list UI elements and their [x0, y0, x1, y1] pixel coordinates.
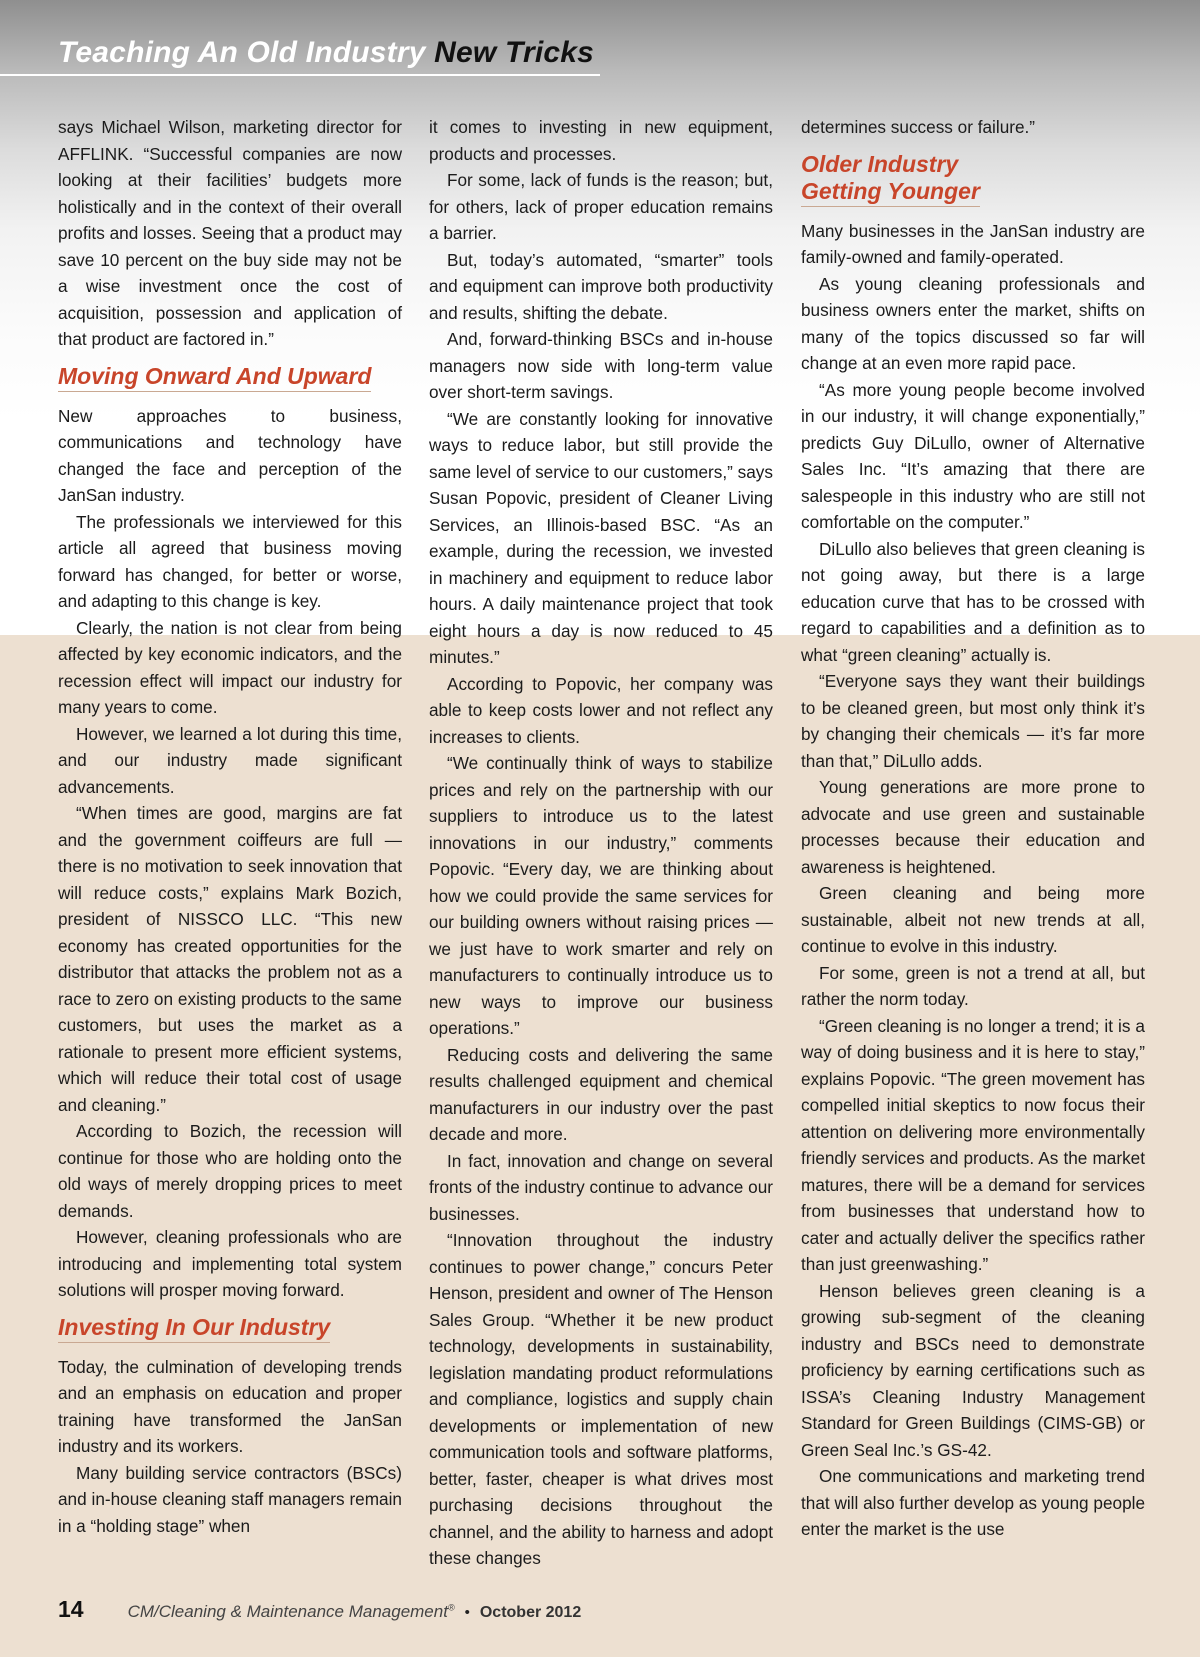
body-paragraph: says Michael Wilson, marketing director for AFFLINK. “Successful companies are now looking at their facilities’ budgets more holistically and in the context of their overall profits and losses. Seeing that a product may save 10 percent on the buy side may not be a wise investment once the cost of acquisition, possession and application of that product are factored in.” [58, 117, 402, 349]
section-heading [801, 151, 980, 207]
body-paragraph: Many building service contractors (BSCs) and in-house cleaning staff managers remain in a “holding stage” when [58, 1462, 402, 1536]
body-paragraph: As young cleaning professionals and business owners enter the market, shifts on many of the topics discussed so far will change at an even more rapid pace. [801, 273, 1145, 373]
section-heading [58, 363, 371, 392]
publication-title: CM/Cleaning & Maintenance Management [127, 1602, 448, 1621]
body-paragraph: The professionals we interviewed for this article all agreed that business moving forward has changed, for better or worse, and adapting to this change is key. [58, 511, 402, 611]
page-title [58, 36, 594, 70]
body-paragraph: One communications and marketing trend that will also further develop as young people enter the market is the use [801, 1466, 1145, 1539]
footer-bullet: • [464, 1604, 470, 1621]
body-paragraph: “As more young people become involved in our industry, it will change exponentially,” predicts Guy DiLullo, owner of Alternative Sales Inc. “It’s amazing that there are salespeople in this industry who are still not comfortable on the computer.” [801, 379, 1145, 532]
body-paragraph: DiLullo also believes that green cleaning is not going away, but there is a large education curve that has to be crossed with regard to capabilities and a definition as to what “green cleaning” actually is. [801, 538, 1145, 665]
body-paragraph: However, we learned a lot during this time, and our industry made significant advancements. [58, 723, 402, 797]
body-paragraph: Henson believes green cleaning is a growing sub-segment of the cleaning industry and BSCs need to demonstrate proficiency by earning certifications such as ISSA’s Cleaning Industry Management Standard for Green Buildings (CIMS-GB) or Green Seal Inc.’s GS-42. [801, 1280, 1145, 1460]
body-paragraph: “Innovation throughout the industry continues to power change,” concurs Peter Henson, president and owner of The Henson Sales Group. “Whether it be new product technology, developments in sustainability, legislation mandating product reformulations and compliance, logistics and supply chain developments or implementation of new communication tools and software platforms, better, faster, cheaper is what drives most purchasing decisions throughout the channel, and the ability to harness and adopt these changes [429, 1230, 773, 1568]
body-paragraph: But, today’s automated, “smarter” tools and equipment can improve both productivity and results, shifting the debate. [429, 249, 773, 323]
body-paragraph: “We are constantly looking for innovative ways to reduce labor, but still provide the same level of service to our customers,” says Susan Popovic, president of Cleaner Living Services, an Illinois-based BSC. “As an example, during the recession, we invested in machinery and equipment to reduce labor hours. A daily maintenance project that took eight hours a day is now reduced to 45 minutes.” [429, 408, 773, 667]
body-paragraph: “Everyone says they want their buildings to be cleaned green, but most only think it’s by changing their chemicals — it’s far more than that,” DiLullo adds. [801, 671, 1145, 771]
body-paragraph: Reducing costs and delivering the same results challenged equipment and chemical manufacturers in our industry over the past decade and more. [429, 1044, 773, 1144]
article-column-3 [801, 114, 1145, 1543]
body-paragraph: “When times are good, margins are fat and the government coiffeurs are full — there is no motivation to seek innovation that will reduce costs,” explains Mark Bozich, president of NISSCO LLC. “This new economy has created opportunities for the distributor that attacks the problem not as a race to zero on existing products to the same customers, but uses the market as a rationale to present more efficient systems, which will reduce their total cost of usage and cleaning.” [58, 803, 402, 1115]
publication-name [128, 1602, 455, 1622]
page-footer [58, 1596, 581, 1626]
section-heading-line: Getting Younger [801, 177, 980, 204]
title-part-1: Teaching An Old Industry [58, 36, 426, 69]
body-paragraph: Today, the culmination of developing trends and an emphasis on education and proper training have transformed the JanSan industry and its workers. [58, 1356, 402, 1456]
title-part-2: New Tricks [434, 36, 595, 69]
body-paragraph: “We continually think of ways to stabilize prices and rely on the partnership with our suppliers to introduce us to the latest innovations in our industry,” comments Popovic. “Every day, we are thinking about how we could provide the same services for our building owners without raising prices — we just have to work smarter and rely on manufacturers to continually introduce us to new ways to improve our business operations.” [429, 753, 773, 1038]
section-heading-line: Older Industry [801, 150, 959, 177]
body-paragraph: New approaches to business, communications and technology have changed the face and perception of the JanSan industry. [58, 405, 402, 505]
article-column-1 [58, 114, 402, 1539]
page-number: 14 [58, 1596, 84, 1622]
body-paragraph: According to Popovic, her company was able to keep costs lower and not reflect any increases to clients. [429, 673, 773, 747]
body-paragraph: For some, green is not a trend at all, but rather the norm today. [801, 962, 1145, 1009]
page-header [0, 34, 600, 76]
section-heading-line: Investing In Our Industry [58, 1313, 331, 1340]
body-paragraph: it comes to investing in new equipment, products and processes. [429, 117, 773, 164]
registered-mark: ® [447, 1602, 455, 1613]
body-paragraph: Young generations are more prone to advocate and use green and sustainable processes because their education and awareness is heightened. [801, 777, 1145, 877]
body-paragraph: For some, lack of funds is the reason; but, for others, lack of proper education remains a barrier. [429, 170, 773, 243]
body-paragraph: In fact, innovation and change on several fronts of the industry continue to advance our businesses. [429, 1150, 773, 1224]
section-heading [58, 1314, 330, 1343]
body-paragraph: “Green cleaning is no longer a trend; it is a way of doing business and it is here to stay,” explains Popovic. “The green movement has compelled initial skeptics to now focus their attention on delivering more environmentally friendly services and products. As the market matures, there will be a demand for services from businesses that understand how to cater and actually deliver the specifics rather than just greenwashing.” [801, 1015, 1145, 1274]
body-paragraph: According to Bozich, the recession will continue for those who are holding onto the old ways of merely dropping prices to meet demands. [58, 1121, 402, 1221]
body-paragraph: Clearly, the nation is not clear from being affected by key economic indicators, and the recession effect will impact our industry for many years to come. [58, 617, 402, 717]
body-paragraph: Many businesses in the JanSan industry are family-owned and family-operated. [801, 220, 1145, 267]
section-heading-line: Moving Onward And Upward [58, 362, 372, 389]
body-paragraph: determines success or failure.” [801, 117, 1036, 137]
body-paragraph: And, forward-thinking BSCs and in-house managers now side with long-term value over short-term savings. [429, 329, 773, 402]
body-paragraph: However, cleaning professionals who are introducing and implementing total system solutions will prosper moving forward. [58, 1227, 402, 1300]
body-paragraph: Green cleaning and being more sustainable, albeit not new trends at all, continue to evolve in this industry. [801, 883, 1145, 956]
issue-date: October 2012 [479, 1604, 582, 1621]
article-column-2 [429, 114, 773, 1572]
